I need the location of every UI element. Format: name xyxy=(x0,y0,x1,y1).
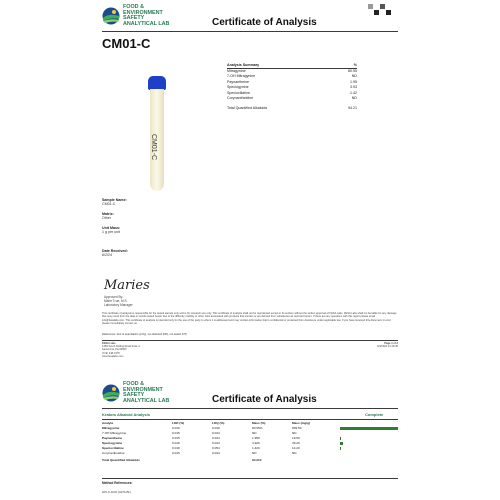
table-cell-loq: 0.044 xyxy=(212,431,220,435)
summary-row: Corynantheidine ND xyxy=(227,96,357,101)
print-date: 6/4/2024 21:16:45 xyxy=(377,345,398,349)
fesa-logo xyxy=(102,5,172,29)
mass-bar xyxy=(340,437,341,440)
vial-cap xyxy=(148,76,166,90)
table-total: Total Quantified Alkaloids 94.210 xyxy=(102,458,262,462)
table-cell-pct: 1.950 xyxy=(252,436,260,440)
table-cell-mg: ND xyxy=(292,451,297,455)
table-cell-loq: 0.044 xyxy=(212,451,220,455)
summary-heading: Analysis Summary xyxy=(227,63,260,67)
table-cell-lod: 0.015 xyxy=(172,436,180,440)
mass-bar-track xyxy=(340,447,398,451)
mass-bar xyxy=(340,442,343,445)
table-cell-loq: 0.044 xyxy=(212,441,220,445)
mass-bar xyxy=(340,427,398,430)
logo-emblem-icon xyxy=(102,7,120,25)
certificate-title: Certificate of Analysis xyxy=(212,394,317,405)
logo-line-1: FOOD & xyxy=(123,4,144,10)
fesa-logo: FOOD & ENVIRONMENT SAFETY ANALYTICAL LAB xyxy=(102,382,172,406)
approved-title: Laboratory Manager xyxy=(104,303,133,307)
table-cell-loq: 0.049 xyxy=(212,426,220,430)
table-cell-mg: 19.50 xyxy=(292,436,300,440)
table-cell-mg: 39.26 xyxy=(292,441,300,445)
page-2 xyxy=(100,378,400,500)
table-cell-loq: 0.044 xyxy=(212,436,220,440)
mass-bar-track xyxy=(340,432,398,436)
table-cell-lod: 0.015 xyxy=(172,451,180,455)
approval-block xyxy=(104,295,204,307)
references-text: References: limit of quantitation (LOQ), not detected (ND), not tested (NT) xyxy=(102,333,187,336)
table-cell-lod: 0.018 xyxy=(172,446,180,450)
unit-mass-value: 1 g per unit xyxy=(102,230,120,234)
table-cell-pct: 3.926 xyxy=(252,441,260,445)
mass-bar-track xyxy=(340,427,398,431)
table-cell-pct: 1.420 xyxy=(252,446,260,450)
header-rule xyxy=(102,31,398,32)
footer-rule xyxy=(102,340,398,341)
table-cell-lod: 0.018 xyxy=(172,441,180,445)
table-cell-mg: ND xyxy=(292,431,297,435)
sample-id-heading: CM01-C xyxy=(102,36,151,51)
table-cell-name: Mitragynine xyxy=(102,426,120,430)
sample-info xyxy=(102,198,202,257)
table-cell-name: Speciogynine xyxy=(102,441,123,445)
page-number: Page 1 of 2 xyxy=(384,342,398,345)
logo-line-3: SAFETY xyxy=(123,15,145,22)
summary-unit-header: % xyxy=(353,63,357,67)
table-cell-name: 7-OH Mitragynine xyxy=(102,431,127,435)
unit-mass-label: Unit Mass: xyxy=(102,226,121,230)
summary-row: Mitragynine 80.95 xyxy=(227,69,357,73)
method-references-label: Method References: xyxy=(102,481,133,485)
table-cell-pct: ND xyxy=(252,431,257,435)
summary-total: Total Quantified Alkaloids 94.21 xyxy=(227,106,357,111)
footer-page-info xyxy=(340,342,398,348)
footer-lab-name: FESA Labs xyxy=(102,342,116,345)
section-title: Kratom Alkaloid Analysis xyxy=(102,412,150,417)
matrix-label: Matrix: xyxy=(102,212,114,216)
footer-address: FESA Labs 1450 South Rolling Road Suite 4 Santa Ana, PA 00000 (719) 448-0175 www.fesalabs.com xyxy=(102,342,212,358)
method-references-value: HPLC-DAD (HDS-BL) xyxy=(102,490,132,494)
table-row xyxy=(102,451,398,456)
logo-emblem-icon xyxy=(102,384,120,402)
table-cell-name: Corynantheidine xyxy=(102,451,125,455)
signature: Maries xyxy=(104,278,150,293)
table-cell-loq: 0.054 xyxy=(212,446,220,450)
table-cell-pct: ND xyxy=(252,451,257,455)
qr-code-icon xyxy=(368,4,392,16)
date-received-label: Date Received: xyxy=(102,249,128,253)
table-cell-lod: 0.016 xyxy=(172,426,180,430)
disclaimer-text: This certificate of analysis is responsible for the tested sample only and is for research use only. This certificate of analysis shall not be reproduced except in its entirety without the written approval of FESA Labs. FESA Labs shall not be liable for any damage that may result from the data or results stated herein due to the difficulty, inability or other risks associated with products that contain or are derived from substances as reported herein. If there are any questions with this report please email info@fesalabs.com. This certificate of analysis is intended only for the use of the party to whom it is addressed and may contain information that is confidential or protected from disclosure under applicable law. If you have received this document in error please immediately contact us. xyxy=(102,312,397,326)
vial-label: CM01-C xyxy=(150,134,157,161)
alkaloid-table xyxy=(102,421,398,463)
table-header: Analyte LOD (%) LOQ (%) Mass (%) Mass (mg/g) xyxy=(102,421,311,425)
summary-row: 7-OH Mitragynine ND xyxy=(227,74,357,79)
table-cell-lod: 0.015 xyxy=(172,431,180,435)
mass-bar xyxy=(340,447,341,450)
approved-label: Approved By: xyxy=(104,295,124,299)
sample-vial-image xyxy=(142,76,172,196)
summary-row: Speciogynine 3.93 xyxy=(227,85,357,90)
sample-name-value: CM01-C xyxy=(102,202,116,206)
analysis-summary xyxy=(227,63,357,112)
mass-bar-track xyxy=(340,442,398,446)
date-received-value: 6/2/24 xyxy=(102,253,112,257)
summary-row: Paynantheine 1.95 xyxy=(227,79,357,84)
page-1 xyxy=(100,0,400,370)
summary-row: Speciociliatine 1.42 xyxy=(227,90,357,95)
table-cell-name: Paynantheine xyxy=(102,436,123,440)
matrix-value: Other xyxy=(102,216,111,220)
sample-name-label: Sample Name: xyxy=(102,198,127,202)
status-badge: Complete xyxy=(365,412,384,417)
table-cell-mg: 14.20 xyxy=(292,446,300,450)
approved-name: Marie True, M.S. xyxy=(104,299,128,303)
logo-line-2: ENVIRONMENT xyxy=(123,9,163,16)
certificate-title: Certificate of Analysis xyxy=(212,17,317,28)
table-cell-name: Speciociliatine xyxy=(102,446,124,450)
mass-bar-track xyxy=(340,452,398,456)
mass-bar-track xyxy=(340,437,398,441)
header-rule xyxy=(102,408,398,409)
logo-line-4: ANALYTICAL LAB xyxy=(123,20,170,27)
table-cell-pct: 80.95% xyxy=(252,426,263,430)
table-cell-mg: 809.50 xyxy=(292,426,302,430)
